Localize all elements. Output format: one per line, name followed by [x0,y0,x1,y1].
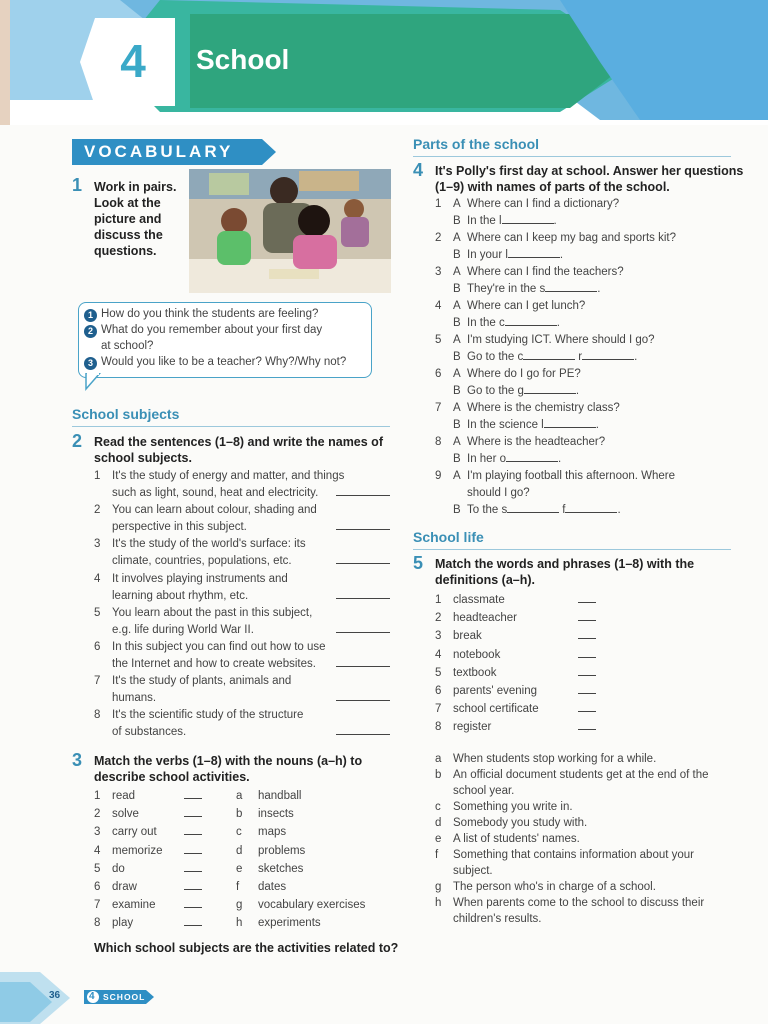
answer-b [467,281,600,298]
item-text: the Internet and how to create websites. [112,658,316,670]
answer-mid: r [578,351,583,363]
answer-b [467,417,599,434]
answer-blank [545,281,597,292]
answer-blank [524,383,576,394]
noun-word: experiments [258,917,321,930]
answer-b [467,349,637,366]
word-text: textbook [453,666,497,679]
footer-unit-number: 4 [89,991,95,1002]
classroom-photo [189,169,391,293]
answer-blank [544,417,596,428]
speaker-a: A [453,436,461,448]
item-text: e.g. life during World War II. [112,623,254,636]
full-stop: . [634,351,638,363]
question-a: should I go? [467,487,530,499]
item-text: climate, countries, populations, etc. [112,555,292,568]
verb-word: carry out [112,826,157,839]
speaker-a: A [453,334,461,346]
item-number: 2 [435,232,442,244]
item-number: 6 [435,368,442,380]
speaker-b: B [453,385,461,397]
question-a: Where is the headteacher? [467,436,606,448]
answer-blank [184,861,202,872]
number-bullet-icon: 3 [84,357,97,370]
answer-prefix: Go to the g [467,385,524,397]
item-text: learning about rhythm, etc. [112,589,249,602]
verb-word: memorize [112,844,163,857]
definition-text: Something you write in. [453,801,573,813]
speaker-b: B [453,351,461,363]
answer-mid: f [562,504,566,516]
noun-letter: h [236,917,243,930]
answer-blank [578,628,596,645]
footer-unit-label: SCHOOL [103,992,146,1002]
item-number: 8 [435,436,442,448]
answer-prefix: Go to the c [467,351,524,363]
full-stop: . [595,419,599,431]
definition-letter: a [435,753,442,765]
answer-blank [184,788,202,805]
word-text: headteacher [453,612,517,625]
item-text: It's the scientific study of the structure [112,709,304,722]
definition-letter: d [435,817,442,829]
verb-number: 6 [94,881,101,893]
answer-blank [565,502,617,513]
noun-letter: b [236,808,243,821]
item-number: 4 [94,572,101,585]
answer-blank [184,788,202,799]
full-stop: . [597,283,601,295]
question-a: Where is the chemistry class? [467,402,620,414]
answer-blank [582,349,634,360]
question-a: Where can I find a dictionary? [467,198,620,210]
answer-blank [578,719,596,730]
answer-blank [336,485,390,496]
verb-word: read [112,790,136,802]
answer-blank [523,349,575,360]
answer-prefix: In her o [467,453,506,465]
definition-text: Somebody you study with. [453,817,588,829]
exercise-5-number: 5 [413,553,424,573]
definition-text: Something that contains information about your [453,849,695,861]
answer-blank [578,647,596,664]
question-a: Where can I keep my bag and sports kit? [467,232,677,244]
answer-prefix: In the l [467,215,502,227]
instruction-line: describe school activities. [94,770,250,784]
question-text: Would you like to be a teacher? Why?/Why not? [101,356,347,368]
school-life-heading: School life [413,529,484,545]
instruction-line: discuss the [94,228,163,242]
word-number: 4 [435,648,442,661]
item-text: of substances. [112,726,187,739]
question-a: I'm studying ICT. Where should I go? [467,334,655,346]
answer-blank [578,683,596,694]
answer-b [467,502,621,519]
speaker-b: B [453,249,461,261]
answer-blank [508,247,560,258]
item-number: 1 [435,198,442,210]
item-number: 9 [435,470,442,482]
verb-word: play [112,917,134,930]
instruction-line: Match the words and phrases (1–8) with the [435,557,695,571]
speaker-b: B [453,504,461,516]
answer-blank [336,656,390,673]
answer-blank [184,843,202,854]
answer-blank [336,553,390,570]
speaker-b: B [453,317,461,329]
instruction-line: definitions (a–h). [435,573,535,587]
full-stop: . [556,317,560,329]
question-a: Where can I find the teachers? [467,266,624,278]
answer-blank [578,610,596,621]
definition-text: When students stop working for a while. [453,753,657,765]
answer-blank [578,592,596,603]
item-text: perspective in this subject. [112,521,247,534]
word-number: 7 [435,703,442,716]
full-stop: . [558,453,562,465]
speaker-a: A [453,198,461,210]
noun-word: handball [258,790,302,802]
definition-text: school year. [453,785,515,797]
noun-letter: e [236,862,243,875]
answer-b [467,315,560,332]
verb-word: examine [112,899,156,912]
item-number: 5 [435,334,442,346]
item-text: In this subject you can find out how to use [112,641,326,653]
exercise-1-number: 1 [72,175,83,195]
classroom-illustration [189,169,391,293]
speaker-a: A [453,470,461,482]
answer-blank [184,879,202,896]
answer-blank [578,610,596,627]
unit-title: School [196,44,290,75]
instruction-line: Read the sentences (1–8) and write the names of [94,435,383,449]
noun-word: dates [258,881,287,893]
definition-text: The person who's in charge of a school. [453,881,656,893]
answer-blank [184,824,202,841]
noun-word: vocabulary exercises [258,899,366,912]
word-number: 3 [435,630,442,643]
answer-blank [184,861,202,878]
answer-prefix: In the science l [467,419,544,431]
verb-word: solve [112,808,139,821]
speaker-a: A [453,266,461,278]
word-number: 1 [435,594,442,606]
word-number: 5 [435,666,442,679]
item-number: 4 [435,300,442,312]
speaker-a: A [453,402,461,414]
answer-prefix: They're in the s [467,283,546,295]
definition-letter: f [435,849,439,861]
noun-letter: d [236,844,243,857]
answer-b [467,383,579,400]
definition-letter: b [435,769,442,781]
unit-header [0,0,768,125]
question-text: What do you remember about your first day [101,324,323,336]
question-a: I'm playing football this afternoon. Where [467,470,676,482]
exercise-3-instruction [94,753,362,785]
answer-blank [336,724,390,741]
answer-blank [184,824,202,835]
verb-word: draw [112,881,137,893]
answer-b [467,213,557,230]
definition-text: When parents come to the school to discuss their [453,897,705,909]
verb-number: 8 [94,917,101,930]
instruction-line: questions. [94,244,157,258]
verb-number: 3 [94,826,101,839]
answer-blank [336,724,390,735]
answer-blank [502,213,554,224]
answer-blank [336,553,390,564]
item-number: 2 [94,504,101,517]
verb-number: 5 [94,862,101,875]
word-number: 2 [435,612,442,625]
word-number: 8 [435,721,442,734]
heading-rule [413,549,731,550]
word-text: notebook [453,648,501,661]
instruction-line: picture and [94,212,162,226]
heading-rule [72,426,390,427]
speaker-b: B [453,283,461,295]
answer-blank [184,806,202,823]
definition-text: A list of students' names. [453,833,580,845]
full-stop: . [553,215,557,227]
answer-blank [336,656,390,667]
noun-letter: c [236,826,242,839]
answer-prefix: In the c [467,317,505,329]
page-number: 36 [49,990,61,1001]
speaker-b: B [453,419,461,431]
parts-of-school-heading: Parts of the school [413,136,540,152]
definition-text: children's results. [453,913,542,925]
exercise-2-number: 2 [72,431,83,451]
exercise-3-number: 3 [72,750,83,770]
instruction-line: Work in pairs. [94,180,177,194]
answer-blank [336,690,390,701]
item-text: It's the study of energy and matter, and things [112,470,345,482]
word-text: school certificate [453,703,539,716]
noun-letter: a [236,790,243,802]
answer-blank [507,502,559,513]
question-a: Where do I go for PE? [467,368,581,380]
word-text: break [453,630,482,643]
bubble-tail [84,373,104,393]
answer-blank [184,879,202,890]
answer-prefix: In your l [467,249,508,261]
item-text: humans. [112,692,157,705]
item-number: 6 [94,641,101,653]
instruction-line: school subjects. [94,451,192,465]
answer-blank [336,519,390,530]
question-text: at school? [101,340,154,352]
definition-letter: c [435,801,441,813]
word-text: parents' evening [453,685,538,697]
full-stop: . [617,504,621,516]
exercise-2-instruction [94,434,383,466]
number-bullet-icon: 1 [84,309,97,322]
definition-text: subject. [453,865,493,877]
answer-blank [578,647,596,658]
noun-word: insects [258,808,294,821]
verb-word: do [112,862,125,875]
full-stop: . [575,385,580,397]
word-text: register [453,721,492,734]
discussion-question [84,354,346,371]
speaker-a: A [453,300,461,312]
word-number: 6 [435,685,442,697]
answer-prefix: To the s [467,504,508,516]
answer-blank [336,588,390,605]
answer-blank [336,622,390,639]
answer-blank [184,915,202,932]
item-number: 7 [435,402,442,414]
instruction-line: (1–9) with names of parts of the school. [435,180,670,194]
speaker-a: A [453,368,461,380]
vocabulary-banner [72,139,276,165]
answer-blank [578,683,596,700]
item-text: It's the study of plants, animals and [112,675,292,688]
answer-blank [184,806,202,817]
noun-word: maps [258,826,287,839]
answer-blank [336,690,390,707]
noun-word: sketches [258,862,304,875]
item-text: It involves playing instruments and [112,572,288,585]
answer-blank [578,665,596,682]
noun-letter: g [236,899,243,912]
answer-blank [578,628,596,639]
noun-letter: f [236,881,240,893]
verb-number: 1 [94,790,101,802]
answer-blank [578,665,596,676]
item-text: You can learn about colour, shading and [112,504,317,517]
instruction-line: Look at the [94,196,161,210]
answer-blank [578,719,596,736]
answer-blank [578,701,596,712]
answer-blank [578,592,596,609]
item-number: 3 [94,538,101,551]
exercise-4-instruction [435,163,743,195]
exercise-3-question: Which school subjects are the activities related to? [94,941,399,955]
answer-blank [336,588,390,599]
heading-rule [413,156,731,157]
answer-blank [184,897,202,908]
answer-blank [506,451,558,462]
definition-text: An official document students get at the end of the [453,769,709,781]
question-text: How do you think the students are feeling? [101,308,319,320]
answer-blank [184,843,202,860]
answer-b [467,451,561,468]
answer-blank [336,519,390,536]
answer-b [467,247,563,264]
instruction-line: Match the verbs (1–8) with the nouns (a–h) to [94,754,363,768]
number-bullet-icon: 2 [84,325,97,338]
answer-blank [336,485,390,502]
item-number: 8 [94,709,101,722]
verb-number: 7 [94,899,101,912]
noun-word: problems [258,844,306,857]
verb-number: 4 [94,844,101,857]
item-number: 3 [435,266,442,278]
answer-blank [336,622,390,633]
exercise-1-instruction [94,179,176,259]
answer-blank [184,897,202,914]
discussion-question [84,306,318,323]
definition-letter: h [435,897,442,909]
item-number: 5 [94,606,101,619]
discussion-question [84,322,322,339]
vocabulary-label: VOCABULARY [84,142,234,161]
instruction-line: It's Polly's first day at school. Answer her questions [435,164,744,178]
word-text: classmate [453,594,505,606]
answer-blank [184,915,202,926]
speaker-b: B [453,453,461,465]
item-number: 1 [94,470,101,482]
answer-blank [505,315,557,326]
unit-number: 4 [107,30,159,92]
verb-number: 2 [94,808,101,821]
item-number: 7 [94,675,101,688]
speaker-b: B [453,215,461,227]
speaker-a: A [453,232,461,244]
school-subjects-heading: School subjects [72,406,180,422]
definition-letter: g [435,881,442,893]
answer-blank [578,701,596,718]
footer-unit-tab [84,990,154,1004]
item-text: such as light, sound, heat and electricity. [112,487,319,499]
full-stop: . [559,249,564,261]
question-a: Where can I get lunch? [467,300,586,312]
item-text: You learn about the past in this subject, [112,606,313,619]
definition-letter: e [435,833,442,845]
exercise-4-number: 4 [413,160,424,180]
exercise-5-instruction [435,556,694,588]
item-text: It's the study of the world's surface: its [112,538,306,551]
